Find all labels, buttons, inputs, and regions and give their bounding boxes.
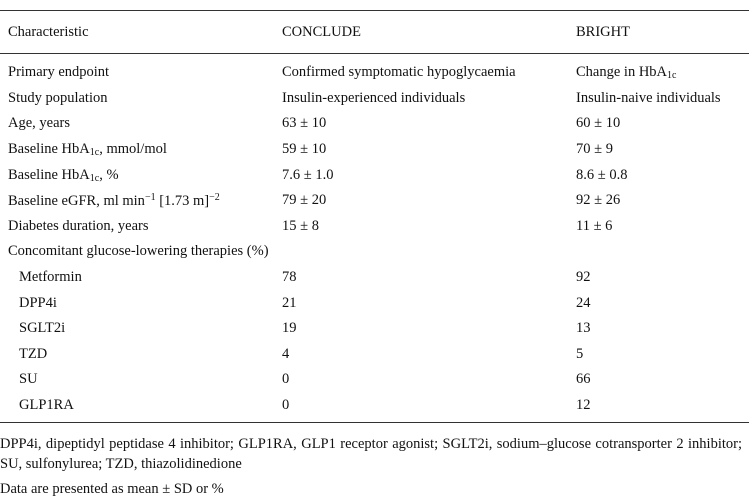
table-row (0, 316, 749, 342)
row-label-superscript: −1 (144, 191, 156, 203)
header-characteristic: Characteristic (0, 11, 282, 54)
row-label: Age, years (8, 115, 71, 132)
table-row (0, 137, 749, 163)
row-label: DPP4i (19, 294, 57, 311)
conclude-value: 19 (282, 320, 297, 337)
row-label: SGLT2i (19, 320, 66, 337)
row-label: Diabetes duration, years (8, 217, 149, 234)
bright-value: 24 (576, 294, 591, 311)
conclude-value: 21 (282, 294, 297, 311)
conclude-value: 15 ± 8 (282, 217, 319, 234)
table-row (0, 214, 749, 240)
conclude-value: 4 (282, 345, 290, 362)
bright-value: 8.6 ± 0.8 (576, 166, 628, 183)
header-row (0, 11, 749, 54)
bright-value: 70 ± 9 (576, 141, 613, 158)
row-label: Study population (8, 89, 108, 106)
bright-value: 11 ± 6 (576, 217, 613, 234)
presentation-footnote: Data are presented as mean ± SD or % (0, 481, 224, 497)
conclude-value: 79 ± 20 (282, 192, 327, 209)
row-label-suffix: , mmol/mol (99, 141, 167, 158)
table-row (0, 86, 749, 112)
characteristics-table (0, 10, 749, 423)
table-row (0, 111, 749, 137)
row-label-subscript: 1c (89, 147, 100, 159)
bright-value-text: Change in HbA (576, 64, 668, 81)
row-label-subscript: 1c (89, 172, 100, 184)
row-label-text: Baseline HbA (8, 141, 90, 158)
bright-value (576, 54, 749, 86)
conclude-value: 63 ± 10 (282, 115, 327, 132)
conclude-value: 59 ± 10 (282, 141, 327, 158)
table-header (0, 11, 749, 54)
table-row (0, 290, 749, 316)
bright-value: 66 (576, 371, 591, 388)
bright-value (576, 239, 749, 265)
conclude-value: Insulin-experienced individuals (282, 89, 466, 106)
row-label (0, 162, 282, 188)
row-label: GLP1RA (0, 393, 282, 423)
conclude-value: 0 (282, 393, 576, 423)
row-label: Metformin (19, 269, 82, 286)
header-bright: BRIGHT (576, 11, 749, 54)
row-label: Primary endpoint (8, 64, 110, 81)
row-label (0, 137, 282, 163)
row-label (0, 188, 282, 214)
bright-value: Insulin-naive individuals (576, 89, 721, 106)
row-label-text: Baseline eGFR, ml min (8, 192, 145, 209)
table-row (0, 393, 749, 423)
bright-value: 60 ± 10 (576, 115, 621, 132)
conclude-value: 7.6 ± 1.0 (282, 166, 334, 183)
bright-value: 12 (576, 393, 749, 423)
conclude-value: 78 (282, 269, 297, 286)
conclude-value: 0 (282, 371, 290, 388)
bright-value-subscript: 1c (667, 70, 677, 82)
row-label-superscript: −2 (209, 191, 220, 203)
table-row (0, 265, 749, 291)
row-label-middle: [1.73 m] (155, 192, 210, 209)
conclude-value (282, 239, 576, 265)
table-row (0, 54, 749, 86)
bright-value: 13 (576, 320, 591, 337)
table-row (0, 188, 749, 214)
conclude-value: Confirmed symptomatic hypoglycaemia (282, 64, 516, 81)
table-row (0, 342, 749, 368)
abbreviations-footnote: DPP4i, dipeptidyl peptidase 4 inhibitor; GLP1RA, GLP1 receptor agonist; SGLT2i, sodium–glucose cotransporter 2 inhibitor; SU, sulfonylurea; TZD, thiazolidinedione (0, 436, 742, 472)
table-row (0, 162, 749, 188)
row-label-text: Baseline HbA (8, 166, 90, 183)
row-label-suffix: , % (99, 166, 119, 183)
row-label: Concomitant glucose-lowering therapies (%) (8, 243, 269, 260)
bright-value: 5 (576, 345, 584, 362)
table-row (0, 367, 749, 393)
row-label: TZD (19, 345, 48, 362)
bright-value: 92 ± 26 (576, 192, 621, 209)
header-conclude: CONCLUDE (282, 11, 576, 54)
table-row (0, 239, 749, 265)
row-label: SU (19, 371, 38, 388)
table-body (0, 54, 749, 423)
bright-value: 92 (576, 269, 591, 286)
